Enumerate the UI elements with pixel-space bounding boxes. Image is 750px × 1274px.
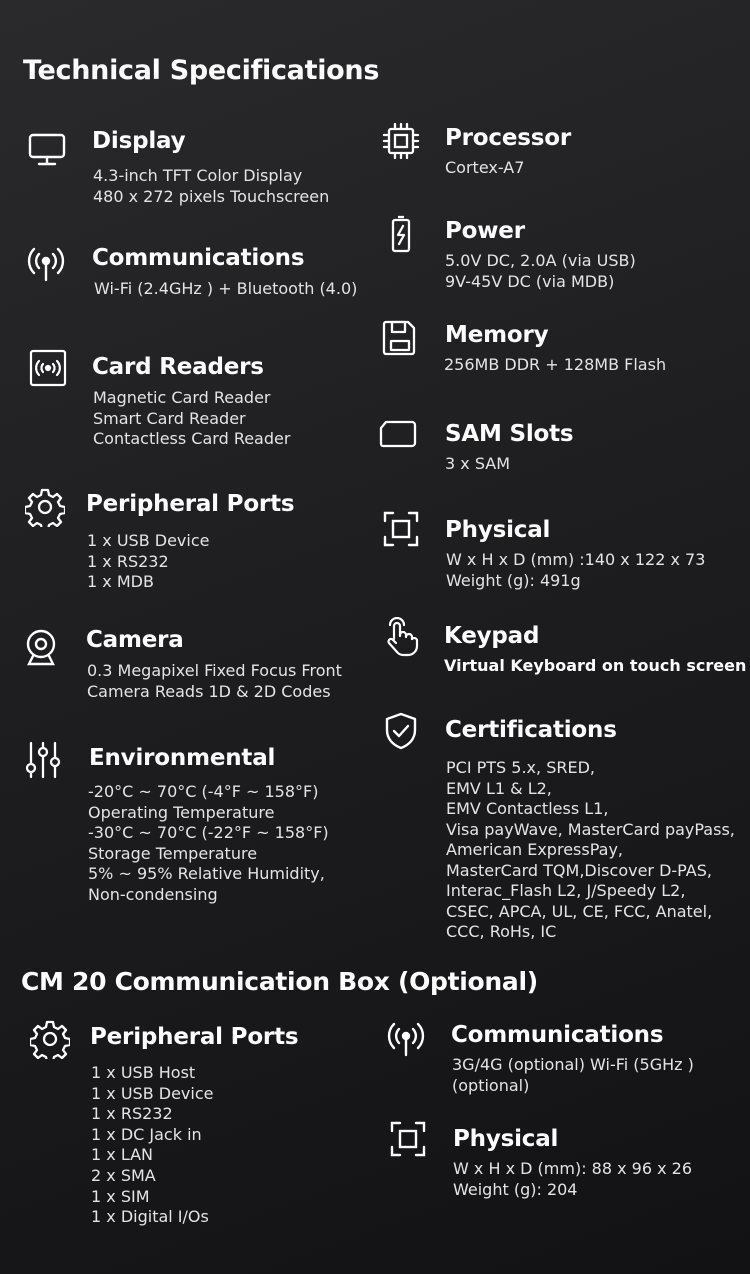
spec-name: Camera	[86, 627, 184, 653]
gear-icon	[29, 1018, 71, 1060]
spec-line: 480 x 272 pixels Touchscreen	[93, 186, 330, 206]
spec-name: Physical	[453, 1126, 559, 1152]
spec-line: 3 x SAM	[445, 454, 511, 473]
spec-name: Power	[445, 218, 525, 244]
spec-name: Peripheral Ports	[90, 1024, 299, 1050]
spec-line: 1 x RS232	[87, 551, 169, 571]
spec-line: PCI PTS 5.x, SRED,	[446, 758, 595, 777]
spec-name: Environmental	[89, 745, 276, 771]
spec-details	[91, 1063, 213, 1228]
wireless-antenna-icon	[385, 1018, 427, 1060]
spec-name: SAM Slots	[445, 421, 574, 447]
spec-line: Magnetic Card Reader	[93, 388, 271, 407]
spec-line: Non-condensing	[88, 884, 218, 904]
spec-line: 9V-45V DC (via MDB)	[445, 271, 615, 291]
spec-line: Weight (g): 491g	[446, 570, 581, 590]
spec-line: MasterCard TQM,Discover D-PAS,	[446, 860, 712, 880]
spec-line: Cortex-A7	[445, 158, 525, 177]
spec-details	[445, 454, 510, 475]
shield-check-icon	[380, 710, 422, 752]
spec-name: Peripheral Ports	[86, 491, 295, 517]
spec-line: Camera Reads 1D & 2D Codes	[87, 681, 331, 701]
spec-details	[453, 1159, 692, 1200]
wireless-antenna-icon	[25, 243, 67, 285]
spec-name: Card Readers	[92, 354, 264, 380]
spec-line: 1 x SIM	[91, 1186, 150, 1206]
cpu-chip-icon	[380, 120, 422, 162]
touch-hand-icon	[380, 616, 422, 658]
section-title: CM 20 Communication Box (Optional)	[21, 967, 538, 996]
monitor-icon	[26, 128, 68, 170]
spec-line: 256MB DDR + 128MB Flash	[444, 355, 667, 374]
spec-line: 1 x RS232	[91, 1104, 173, 1124]
spec-line: EMV L1 & L2,	[446, 778, 552, 798]
spec-line: 5.0V DC, 2.0A (via USB)	[445, 251, 636, 270]
spec-details	[87, 531, 209, 593]
spec-line: CCC, RoHs, IC	[446, 922, 557, 941]
spec-details	[444, 355, 666, 376]
spec-details	[93, 388, 290, 450]
page-title: Technical Specifications	[23, 55, 380, 86]
spec-details	[87, 661, 342, 702]
floppy-disk-icon	[379, 317, 421, 359]
spec-line: Visa payWave, MasterCard payPass,	[446, 819, 735, 839]
spec-line: 1 x Digital I/Os	[91, 1207, 209, 1227]
spec-details	[445, 158, 524, 179]
spec-line: 4.3-inch TFT Color Display	[93, 166, 303, 185]
spec-line: Operating Temperature	[88, 802, 275, 822]
spec-line: Storage Temperature	[88, 843, 258, 863]
spec-line: EMV Contactless L1,	[446, 799, 609, 818]
spec-line: 2 x SMA	[91, 1165, 156, 1185]
spec-details	[446, 758, 735, 943]
spec-name: Certifications	[445, 717, 617, 743]
spec-line: Weight (g): 204	[453, 1179, 578, 1199]
sam-card-icon	[378, 413, 420, 455]
spec-name: Physical	[445, 517, 551, 543]
spec-details	[452, 1055, 694, 1096]
spec-line: 1 x MDB	[87, 572, 154, 592]
spec-name: Memory	[445, 322, 549, 348]
contactless-card-reader-icon	[27, 347, 69, 389]
spec-name: Communications	[92, 245, 305, 271]
spec-line: 1 x LAN	[91, 1145, 154, 1165]
spec-details	[445, 251, 636, 292]
spec-line: 1 x USB Device	[87, 531, 210, 550]
spec-line: Interac_Flash L2, J/Speedy L2,	[446, 881, 686, 900]
spec-line: 0.3 Megapixel Fixed Focus Front	[87, 661, 342, 680]
spec-line: W x H x D (mm): 88 x 96 x 26	[453, 1159, 693, 1178]
spec-line: American ExpressPay,	[446, 840, 623, 859]
spec-name: Communications	[451, 1022, 664, 1048]
battery-charging-icon	[380, 213, 422, 255]
spec-line: Contactless Card Reader	[93, 429, 291, 449]
spec-name: Processor	[445, 125, 571, 151]
spec-details	[446, 550, 705, 591]
spec-details	[94, 279, 357, 300]
spec-line: Wi-Fi (2.4GHz ) + Bluetooth (4.0)	[94, 279, 358, 298]
spec-details	[444, 656, 746, 677]
gear-icon	[24, 486, 66, 528]
spec-details	[93, 166, 329, 207]
spec-line: 1 x DC Jack in	[91, 1124, 202, 1144]
spec-line: 1 x USB Host	[91, 1063, 196, 1082]
spec-name: Display	[92, 128, 186, 154]
spec-line: W x H x D (mm) :140 x 122 x 73	[446, 550, 706, 569]
dimensions-frame-icon	[380, 508, 422, 550]
spec-line: 1 x USB Device	[91, 1083, 214, 1103]
spec-name: Keypad	[444, 623, 540, 649]
spec-line: -30°C ~ 70°C (-22°F ~ 158°F)	[88, 823, 329, 843]
spec-line: Smart Card Reader	[93, 408, 246, 428]
spec-details	[88, 782, 329, 906]
spec-line: 5% ~ 95% Relative Humidity,	[88, 864, 325, 884]
spec-line: (optional)	[452, 1075, 530, 1095]
dimensions-frame-icon	[387, 1118, 429, 1160]
sliders-icon	[22, 739, 64, 781]
spec-line: 3G/4G (optional) Wi-Fi (5GHz )	[452, 1055, 694, 1074]
spec-line: CSEC, APCA, UL, CE, FCC, Anatel,	[446, 901, 713, 921]
spec-line: Virtual Keyboard on touch screen	[444, 656, 747, 675]
webcam-icon	[20, 627, 62, 669]
spec-line: -20°C ~ 70°C (-4°F ~ 158°F)	[88, 782, 319, 801]
